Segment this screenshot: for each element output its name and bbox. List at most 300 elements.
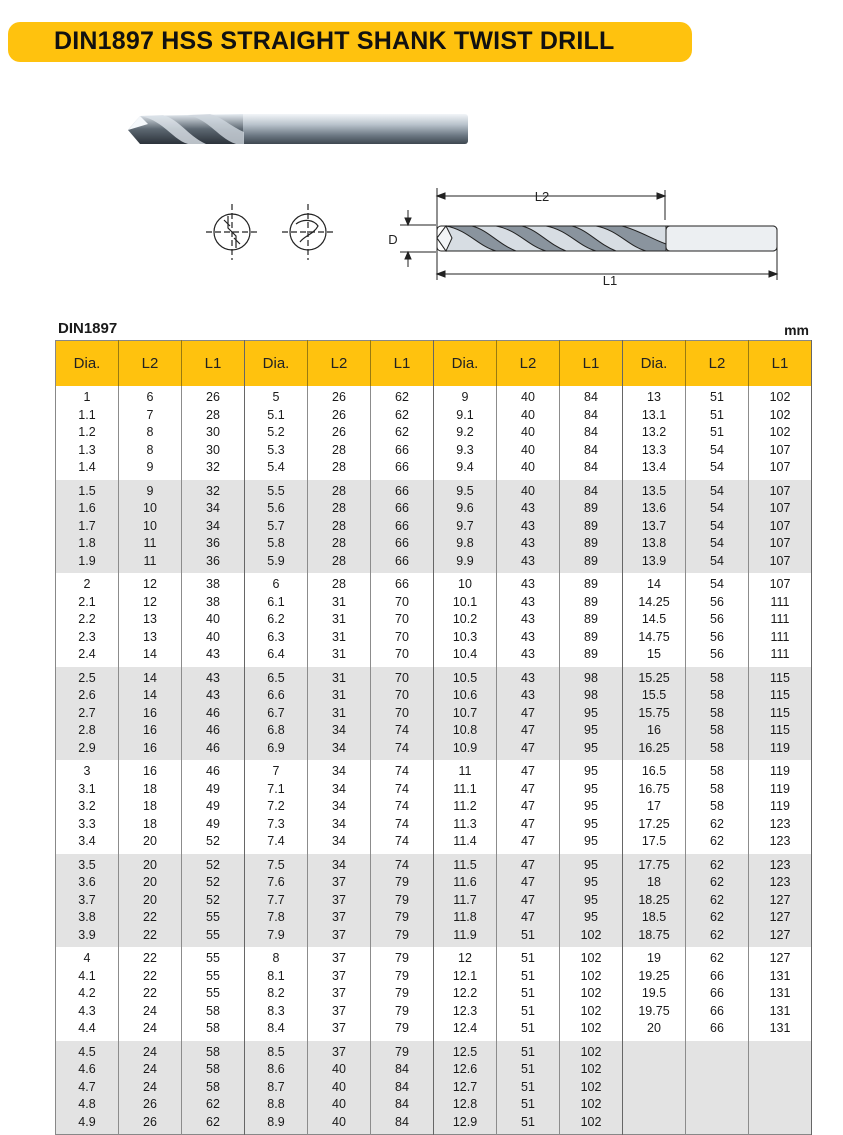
cell-l1: 123 [749, 816, 812, 834]
cell-l2: 18 [119, 798, 182, 816]
cell-l2: 11 [119, 553, 182, 574]
cell-l2: 51 [497, 1061, 560, 1079]
cell-l2: 51 [497, 1079, 560, 1097]
table-row [56, 833, 812, 854]
cell-l1: 66 [371, 442, 434, 460]
cell-l2: 22 [119, 985, 182, 1003]
cell-l1: 95 [560, 705, 623, 723]
cell-diameter: 12.6 [434, 1061, 497, 1079]
cell-l2: 34 [308, 798, 371, 816]
cell-l2: 47 [497, 781, 560, 799]
cell-diameter: 9.4 [434, 459, 497, 480]
cell-diameter: 10.6 [434, 687, 497, 705]
cell-diameter: 3.7 [56, 892, 119, 910]
cell-l1: 70 [371, 687, 434, 705]
table-row [56, 518, 812, 536]
cell-diameter: 10.2 [434, 611, 497, 629]
column-header: Dia. [245, 341, 308, 387]
cell-diameter: 16.75 [623, 781, 686, 799]
cell-l1: 79 [371, 909, 434, 927]
cell-l1: 131 [749, 985, 812, 1003]
cell-diameter: 2.2 [56, 611, 119, 629]
cell-l2: 12 [119, 573, 182, 594]
cell-diameter: 6.1 [245, 594, 308, 612]
cell-l1: 89 [560, 646, 623, 667]
cell-l1: 89 [560, 500, 623, 518]
cell-diameter: 2.5 [56, 667, 119, 688]
cell-l1: 55 [182, 947, 245, 968]
cell-diameter: 12.4 [434, 1020, 497, 1041]
cell-diameter: 6.2 [245, 611, 308, 629]
cell-l2: 14 [119, 646, 182, 667]
cell-diameter: 7.4 [245, 833, 308, 854]
cell-l1: 102 [560, 947, 623, 968]
cell-l2: 31 [308, 667, 371, 688]
cell-l2: 37 [308, 985, 371, 1003]
cell-diameter: 3.8 [56, 909, 119, 927]
cell-l1: 66 [371, 500, 434, 518]
cell-diameter: 5.3 [245, 442, 308, 460]
cell-l1: 66 [371, 573, 434, 594]
title-banner [8, 22, 692, 62]
cell-l1: 70 [371, 611, 434, 629]
cell-l1: 70 [371, 705, 434, 723]
cell-l2: 20 [119, 874, 182, 892]
cell-l1: 119 [749, 781, 812, 799]
cell-diameter: 18 [623, 874, 686, 892]
cell-l2: 58 [686, 722, 749, 740]
cell-l2: 31 [308, 646, 371, 667]
table-row [56, 909, 812, 927]
cell-diameter: 4.8 [56, 1096, 119, 1114]
cell-l1: 79 [371, 968, 434, 986]
table-row [56, 667, 812, 688]
cell-l1: 49 [182, 781, 245, 799]
cell-l1: 84 [371, 1079, 434, 1097]
cell-l2: 62 [686, 854, 749, 875]
cell-l1: 131 [749, 1003, 812, 1021]
cell-l1: 74 [371, 798, 434, 816]
cell-diameter: 8.3 [245, 1003, 308, 1021]
cell-diameter: 11.8 [434, 909, 497, 927]
cell-diameter: 9.9 [434, 553, 497, 574]
cell-l1: 66 [371, 535, 434, 553]
cell-l2: 56 [686, 646, 749, 667]
table-row [56, 781, 812, 799]
cell-l1: 123 [749, 874, 812, 892]
cell-l1 [749, 1061, 812, 1079]
cell-l1: 43 [182, 667, 245, 688]
cell-l1: 84 [371, 1096, 434, 1114]
cell-l1 [749, 1096, 812, 1114]
cell-l1: 107 [749, 480, 812, 501]
cell-l1: 107 [749, 535, 812, 553]
cell-l2: 28 [308, 535, 371, 553]
cell-l2: 26 [308, 386, 371, 407]
cell-l2: 31 [308, 629, 371, 647]
cell-l1: 38 [182, 594, 245, 612]
cell-l1: 84 [371, 1114, 434, 1135]
cell-diameter: 10.5 [434, 667, 497, 688]
cell-l2: 18 [119, 816, 182, 834]
cell-diameter: 4.4 [56, 1020, 119, 1041]
unit-label: mm [784, 322, 809, 338]
column-header: Dia. [434, 341, 497, 387]
cell-diameter: 12.9 [434, 1114, 497, 1135]
cell-l1: 95 [560, 854, 623, 875]
cell-l2: 16 [119, 740, 182, 761]
cell-l1: 58 [182, 1003, 245, 1021]
cell-l2: 54 [686, 500, 749, 518]
cell-diameter: 4.3 [56, 1003, 119, 1021]
cell-diameter: 3.9 [56, 927, 119, 948]
cell-l2: 10 [119, 500, 182, 518]
drill-shank [238, 114, 468, 144]
cell-l1: 70 [371, 667, 434, 688]
cell-l2: 40 [497, 442, 560, 460]
cell-l2: 62 [686, 833, 749, 854]
cell-diameter: 20 [623, 1020, 686, 1041]
cell-l1: 84 [560, 442, 623, 460]
cell-l1: 102 [560, 1041, 623, 1062]
cell-diameter: 9.3 [434, 442, 497, 460]
cell-diameter: 2.1 [56, 594, 119, 612]
cell-diameter [623, 1079, 686, 1097]
table-row [56, 798, 812, 816]
cell-l2: 24 [119, 1041, 182, 1062]
cell-diameter: 13.6 [623, 500, 686, 518]
cell-l1: 79 [371, 1041, 434, 1062]
cell-l2: 62 [686, 909, 749, 927]
cell-l2: 43 [497, 573, 560, 594]
cell-l1: 30 [182, 442, 245, 460]
cell-l2: 58 [686, 740, 749, 761]
cell-l1: 79 [371, 1003, 434, 1021]
cell-l2: 34 [308, 816, 371, 834]
cell-l2: 14 [119, 667, 182, 688]
cell-l1: 46 [182, 740, 245, 761]
cell-l2: 37 [308, 1020, 371, 1041]
cell-l2: 6 [119, 386, 182, 407]
cell-l2: 54 [686, 535, 749, 553]
table-row [56, 760, 812, 781]
cell-diameter: 11.1 [434, 781, 497, 799]
cell-diameter: 12 [434, 947, 497, 968]
cell-l1: 89 [560, 518, 623, 536]
cell-diameter: 5.7 [245, 518, 308, 536]
cell-diameter: 10.3 [434, 629, 497, 647]
cell-l1: 89 [560, 629, 623, 647]
table-row [56, 816, 812, 834]
cell-l1: 111 [749, 611, 812, 629]
cell-l1: 131 [749, 968, 812, 986]
cell-diameter: 7.5 [245, 854, 308, 875]
cell-diameter: 3.2 [56, 798, 119, 816]
cell-diameter: 8.7 [245, 1079, 308, 1097]
cell-diameter: 5.5 [245, 480, 308, 501]
cell-l1: 36 [182, 553, 245, 574]
table-row [56, 705, 812, 723]
cell-l1: 84 [560, 459, 623, 480]
cell-diameter: 4.6 [56, 1061, 119, 1079]
cell-l2: 34 [308, 722, 371, 740]
cell-diameter: 4.7 [56, 1079, 119, 1097]
cell-l1: 131 [749, 1020, 812, 1041]
cell-l1: 123 [749, 833, 812, 854]
cell-diameter: 11.4 [434, 833, 497, 854]
cell-l1: 62 [182, 1114, 245, 1135]
table-row [56, 407, 812, 425]
cell-l1: 89 [560, 535, 623, 553]
cell-l2: 51 [686, 407, 749, 425]
cell-diameter: 7.2 [245, 798, 308, 816]
cell-l2: 24 [119, 1003, 182, 1021]
cell-l1: 102 [749, 386, 812, 407]
cell-l1: 34 [182, 500, 245, 518]
cell-diameter: 15 [623, 646, 686, 667]
cell-l1: 70 [371, 629, 434, 647]
cell-l2: 34 [308, 740, 371, 761]
cell-l2: 20 [119, 854, 182, 875]
cell-l1: 79 [371, 927, 434, 948]
cell-l2: 47 [497, 892, 560, 910]
cell-l2 [686, 1114, 749, 1135]
column-header: L1 [560, 341, 623, 387]
cell-l1: 34 [182, 518, 245, 536]
cell-l2: 47 [497, 854, 560, 875]
cell-diameter: 7.6 [245, 874, 308, 892]
cell-l2: 47 [497, 833, 560, 854]
cell-diameter: 2 [56, 573, 119, 594]
cell-l1: 46 [182, 722, 245, 740]
cell-l1: 40 [182, 629, 245, 647]
cell-l2: 47 [497, 816, 560, 834]
cell-diameter: 6.9 [245, 740, 308, 761]
cell-diameter: 8.8 [245, 1096, 308, 1114]
cell-diameter: 4.2 [56, 985, 119, 1003]
cell-l2: 24 [119, 1079, 182, 1097]
cell-l2: 51 [686, 386, 749, 407]
cell-l1: 52 [182, 833, 245, 854]
cell-diameter [623, 1096, 686, 1114]
cell-diameter: 4.1 [56, 968, 119, 986]
cell-l2: 43 [497, 500, 560, 518]
spec-table [55, 340, 812, 1135]
column-header: L1 [371, 341, 434, 387]
cell-diameter: 13.3 [623, 442, 686, 460]
table-row [56, 1020, 812, 1041]
cell-l1: 58 [182, 1079, 245, 1097]
cell-diameter: 8.4 [245, 1020, 308, 1041]
table-row [56, 1114, 812, 1135]
cell-l2: 40 [497, 480, 560, 501]
cell-l2: 58 [686, 781, 749, 799]
cell-diameter: 12.2 [434, 985, 497, 1003]
cell-l2: 28 [308, 573, 371, 594]
cell-l1: 102 [560, 1079, 623, 1097]
cell-l1: 102 [560, 985, 623, 1003]
cell-l1: 127 [749, 892, 812, 910]
cell-l2: 62 [686, 892, 749, 910]
cell-l2: 8 [119, 424, 182, 442]
table-row [56, 1096, 812, 1114]
cell-diameter: 8 [245, 947, 308, 968]
cell-diameter: 4.5 [56, 1041, 119, 1062]
cell-l1: 107 [749, 459, 812, 480]
cell-diameter: 7.1 [245, 781, 308, 799]
cell-diameter: 12.7 [434, 1079, 497, 1097]
cell-diameter: 18.75 [623, 927, 686, 948]
cell-l1: 79 [371, 892, 434, 910]
cell-diameter: 9.1 [434, 407, 497, 425]
cell-l1: 28 [182, 407, 245, 425]
cell-l1: 66 [371, 459, 434, 480]
cell-l2: 58 [686, 760, 749, 781]
cell-diameter: 16 [623, 722, 686, 740]
cell-l2: 54 [686, 573, 749, 594]
cell-diameter: 14.5 [623, 611, 686, 629]
cell-l1: 127 [749, 909, 812, 927]
cell-l2: 13 [119, 629, 182, 647]
cell-l1: 66 [371, 553, 434, 574]
cell-diameter: 7.8 [245, 909, 308, 927]
cell-l2: 54 [686, 553, 749, 574]
cell-l1: 58 [182, 1061, 245, 1079]
cell-diameter: 14.75 [623, 629, 686, 647]
cell-l2: 56 [686, 611, 749, 629]
cell-l1: 79 [371, 947, 434, 968]
cell-l2: 24 [119, 1061, 182, 1079]
cell-l1: 46 [182, 705, 245, 723]
cell-diameter: 1.7 [56, 518, 119, 536]
cell-l1: 115 [749, 722, 812, 740]
cell-l2: 43 [497, 667, 560, 688]
cell-l1: 49 [182, 816, 245, 834]
cell-l2: 40 [308, 1061, 371, 1079]
cell-l1: 95 [560, 781, 623, 799]
cell-l1: 111 [749, 629, 812, 647]
table-row [56, 722, 812, 740]
cell-l2: 43 [497, 535, 560, 553]
cell-l2: 58 [686, 705, 749, 723]
cell-diameter: 1.1 [56, 407, 119, 425]
cell-diameter: 9.6 [434, 500, 497, 518]
cell-l1: 66 [371, 480, 434, 501]
cell-l1: 74 [371, 722, 434, 740]
cell-l2: 40 [497, 407, 560, 425]
cell-l2: 10 [119, 518, 182, 536]
cell-l2: 37 [308, 892, 371, 910]
cell-diameter: 4 [56, 947, 119, 968]
column-header: Dia. [56, 341, 119, 387]
column-header: L1 [749, 341, 812, 387]
cell-diameter: 11.6 [434, 874, 497, 892]
table-row [56, 874, 812, 892]
cell-l2: 40 [308, 1114, 371, 1135]
cell-diameter: 10.7 [434, 705, 497, 723]
cell-l2: 40 [497, 459, 560, 480]
cell-diameter: 5.2 [245, 424, 308, 442]
drill-outline [437, 226, 777, 251]
cell-diameter: 3.1 [56, 781, 119, 799]
cell-diameter: 11.7 [434, 892, 497, 910]
cell-l1: 58 [182, 1020, 245, 1041]
column-header: L2 [497, 341, 560, 387]
cell-diameter: 8.1 [245, 968, 308, 986]
cell-l2: 47 [497, 722, 560, 740]
cell-diameter: 5.1 [245, 407, 308, 425]
cell-l2 [686, 1061, 749, 1079]
cell-l2: 51 [497, 1003, 560, 1021]
cell-diameter: 10.1 [434, 594, 497, 612]
cell-l1: 26 [182, 386, 245, 407]
cell-diameter [623, 1041, 686, 1062]
cell-l1: 119 [749, 740, 812, 761]
cell-l1: 40 [182, 611, 245, 629]
cell-diameter: 11.9 [434, 927, 497, 948]
cell-diameter: 13.2 [623, 424, 686, 442]
cell-diameter: 14.25 [623, 594, 686, 612]
cell-l2: 28 [308, 442, 371, 460]
cell-l1: 55 [182, 927, 245, 948]
cell-l2: 34 [308, 781, 371, 799]
cell-l1: 74 [371, 740, 434, 761]
cell-l2: 7 [119, 407, 182, 425]
table-row [56, 459, 812, 480]
table-row [56, 985, 812, 1003]
table-row [56, 500, 812, 518]
table-row [56, 386, 812, 407]
cell-l1: 107 [749, 518, 812, 536]
cell-l1: 62 [182, 1096, 245, 1114]
cell-l2: 47 [497, 760, 560, 781]
cell-l1: 89 [560, 594, 623, 612]
cell-l2: 47 [497, 705, 560, 723]
cell-diameter: 17.5 [623, 833, 686, 854]
cell-l2: 51 [497, 968, 560, 986]
cell-diameter: 7 [245, 760, 308, 781]
cell-l1: 102 [560, 968, 623, 986]
cell-diameter: 15.75 [623, 705, 686, 723]
cell-l1: 115 [749, 705, 812, 723]
column-header: L1 [182, 341, 245, 387]
cell-l2: 43 [497, 594, 560, 612]
cell-l1: 95 [560, 833, 623, 854]
standard-label: DIN1897 [58, 320, 118, 337]
cell-l2: 40 [308, 1096, 371, 1114]
cell-diameter: 17 [623, 798, 686, 816]
cell-l1: 55 [182, 985, 245, 1003]
cell-l1: 32 [182, 459, 245, 480]
cell-l2: 16 [119, 760, 182, 781]
cell-l2: 34 [308, 760, 371, 781]
cell-l1: 107 [749, 573, 812, 594]
page-title: DIN1897 HSS STRAIGHT SHANK TWIST DRILL [54, 27, 615, 55]
cell-diameter: 2.3 [56, 629, 119, 647]
cell-l1: 111 [749, 594, 812, 612]
cell-l1: 123 [749, 854, 812, 875]
cell-l1: 98 [560, 687, 623, 705]
table-header [56, 341, 812, 387]
cell-diameter: 9.5 [434, 480, 497, 501]
cell-l2: 62 [686, 927, 749, 948]
table-row [56, 646, 812, 667]
table-row [56, 927, 812, 948]
cell-diameter: 18.5 [623, 909, 686, 927]
table-row [56, 947, 812, 968]
cell-l2: 56 [686, 629, 749, 647]
cell-l2: 54 [686, 518, 749, 536]
